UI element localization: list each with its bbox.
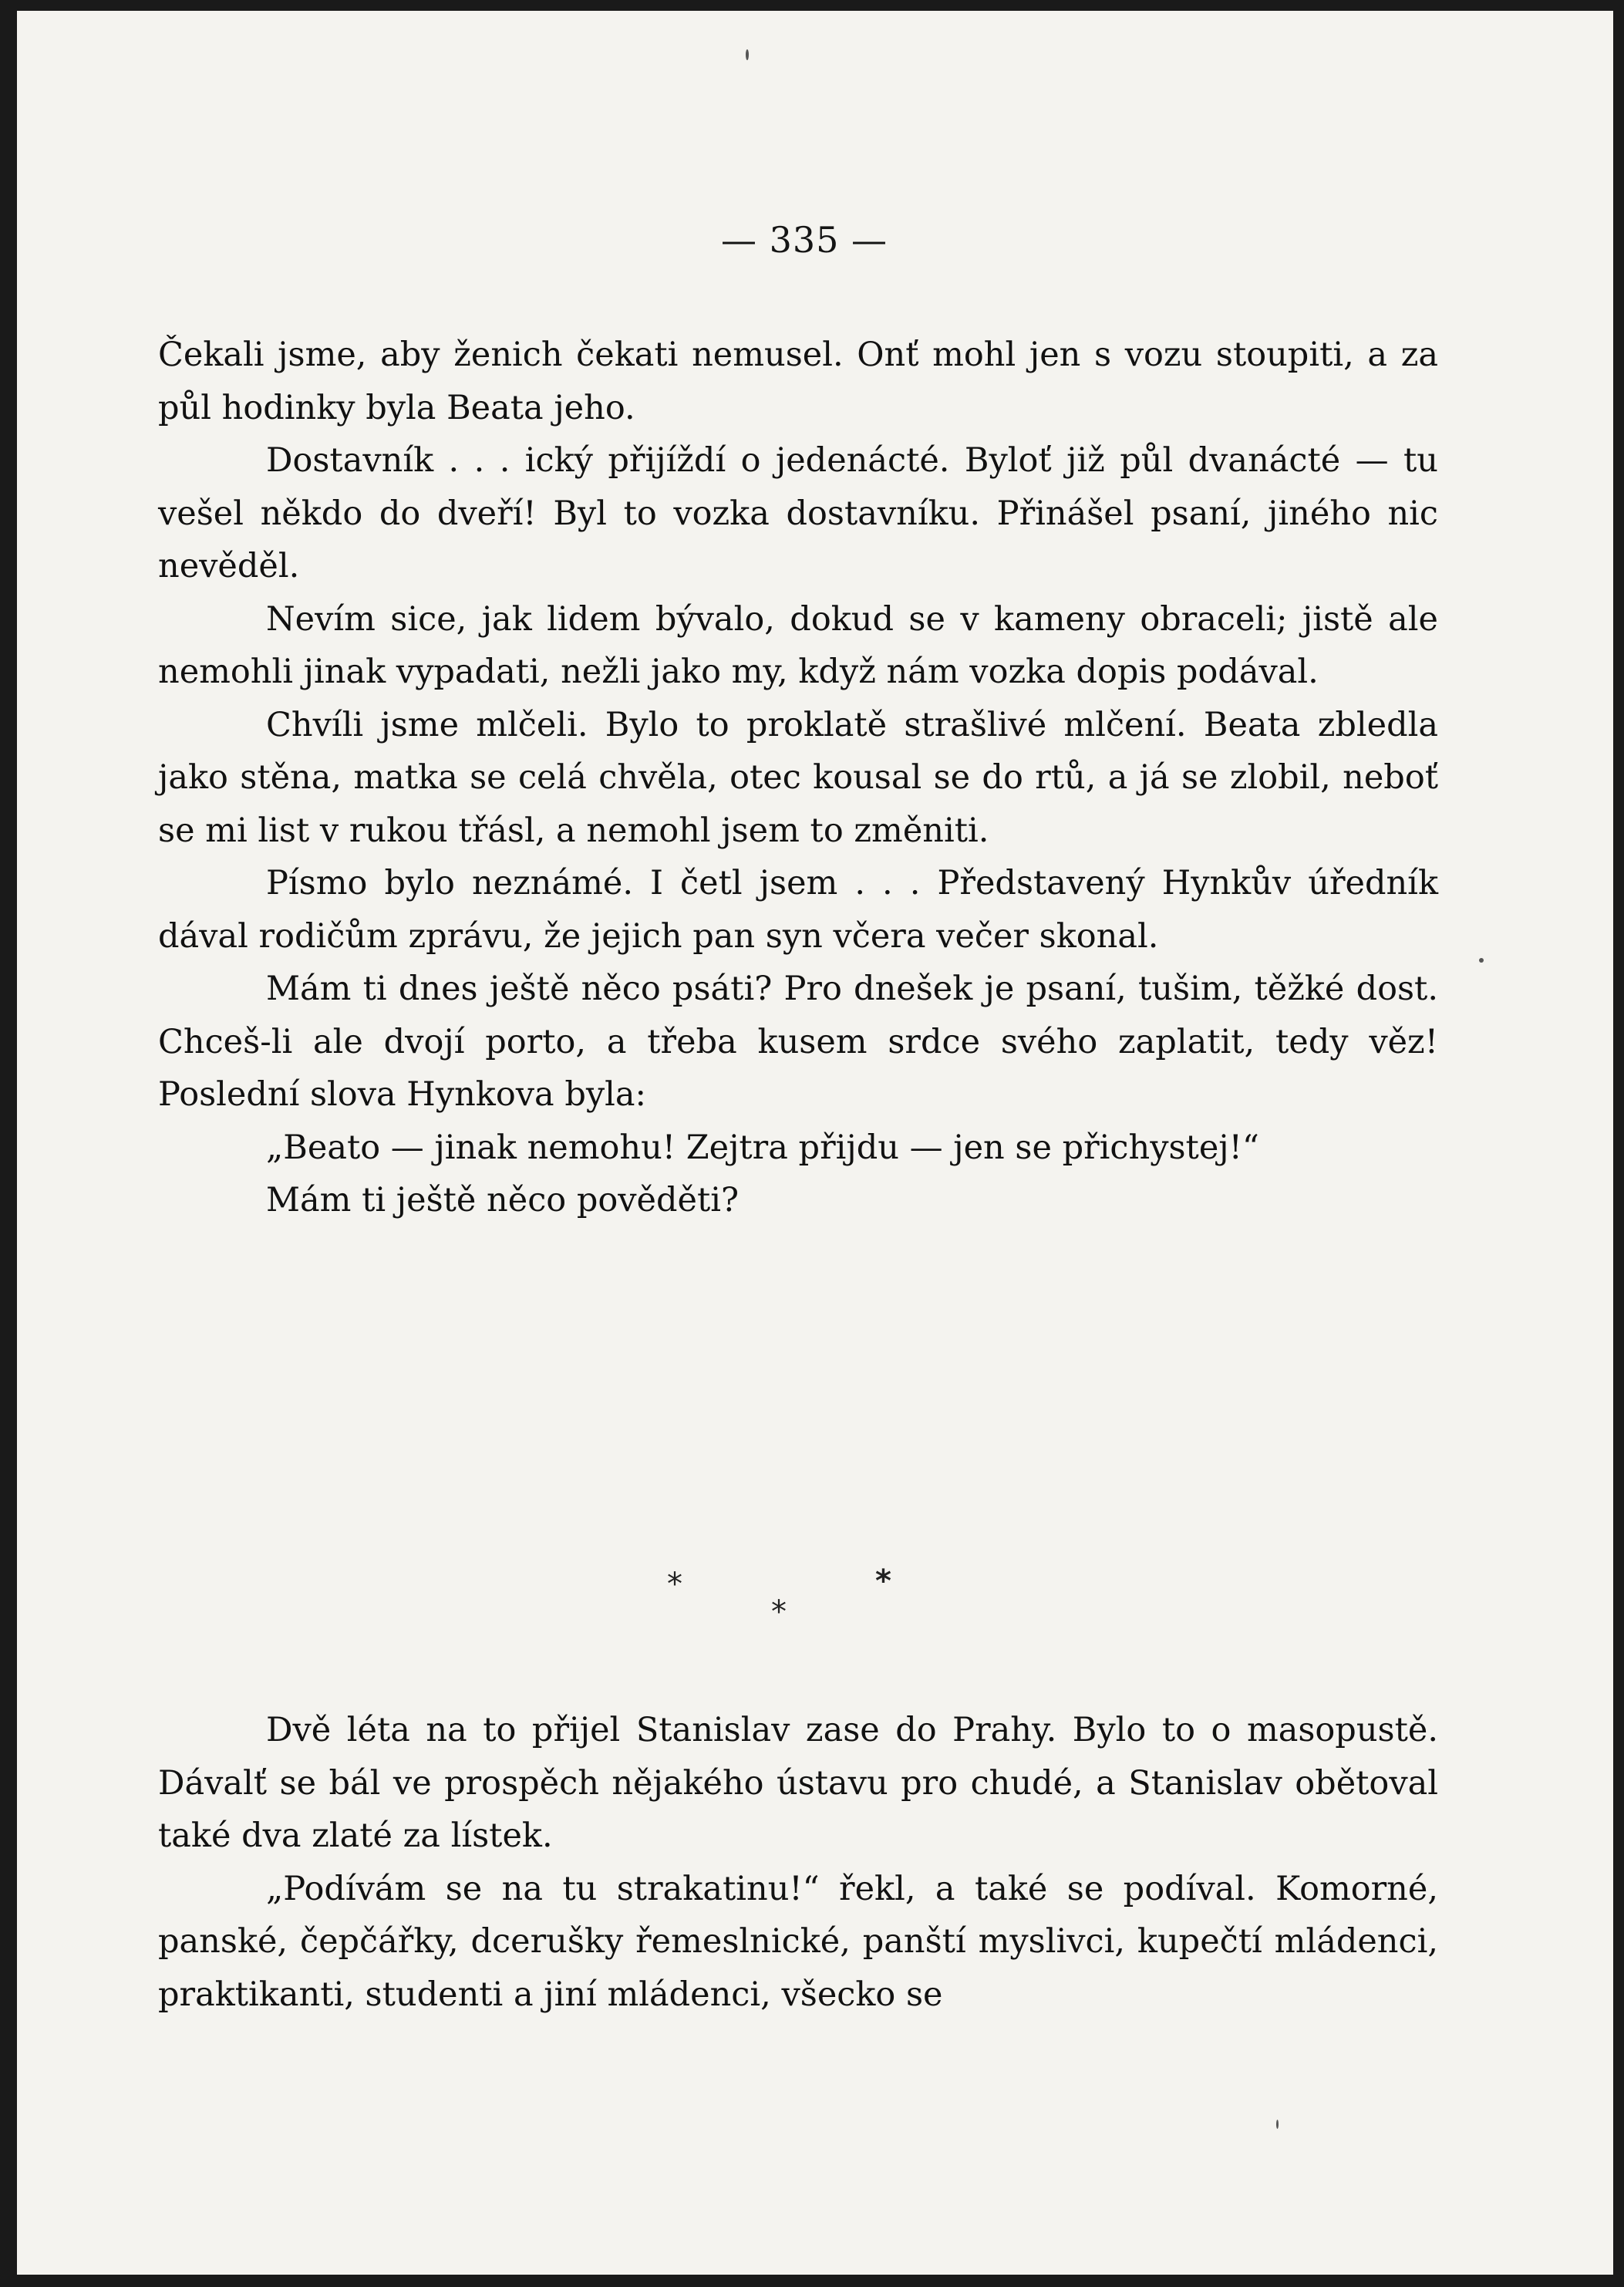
paragraph: Nevím sice, jak lidem bývalo, dokud se v kameny obraceli; jistě ale nemohli jinak vypadati, nežli jako my, když nám vozka dopis podával. [158, 599, 1438, 691]
asterisk-icon: * [771, 1594, 787, 1630]
scan-speck [1479, 958, 1484, 963]
paragraph: Mám ti dnes ještě něco psáti? Pro dnešek je psaní, tušim, těžké dost. Chceš-li ale dvojí porto, a třeba kusem srdce svého zaplatit, tedy věz! Poslední slova Hynkova byla: [158, 970, 1438, 1114]
text-block-upper [158, 329, 1438, 1227]
page-number: — 335 — [720, 219, 888, 261]
asterisk-icon: * [875, 1563, 891, 1599]
book-page [17, 11, 1613, 2275]
paragraph: „Podívám se na tu strakatinu!“ řekl, a také se podíval. Komorné, panské, čepčářky, dcerušky řemeslnické, panští myslivci, kupečtí mládenci, praktikanti, studenti a jiní mládenci, všecko se [158, 1869, 1438, 2014]
paragraph: Písmo bylo neznámé. I četl jsem . . . Představený Hynkův úředník dával rodičům zprávu, že jejich pan syn včera večer skonal. [158, 864, 1438, 956]
paragraph: Dostavník . . . ický přijíždí o jedenácté. Bylоť již půl dvanácté — tu vešel někdo do dveří! Byl to vozka dostavníku. Přinášel psaní, jiného nic nevěděl. [158, 441, 1438, 585]
paragraph: Mám ti ještě něco pověděti? [266, 1181, 740, 1219]
paragraph: „Beato — jinak nemohu! Zejtra přijdu — jen se přichystej!“ [266, 1128, 1259, 1167]
text-block-lower [158, 1704, 1438, 2021]
scan-speck [746, 49, 749, 60]
section-separator [17, 1561, 1592, 1638]
paragraph: Chvíli jsme mlčeli. Bylo to proklatě strašlivé mlčení. Beata zbledla jako stěna, matka se celá chvěla, otec kousal se do rtů, a já se zlobil, neboť se mi list v rukou třásl, a nemohl jsem to změniti. [158, 705, 1438, 850]
scan-speck [1276, 2120, 1279, 2129]
paragraph: Dvě léta na to přijel Stanislav zase do Prahy. Bylo to o masopustě. Dávalť se bál ve prospěch nějakého ústavu pro chudé, a Stanislav obětoval také dva zlaté za lístek. [158, 1711, 1438, 1855]
paragraph: Čekali jsme, aby ženich čekati nemusel. Onť mohl jen s vozu stoupiti, a za půl hodinky byla Beata jeho. [158, 336, 1438, 427]
asterisk-icon: * [667, 1567, 682, 1602]
